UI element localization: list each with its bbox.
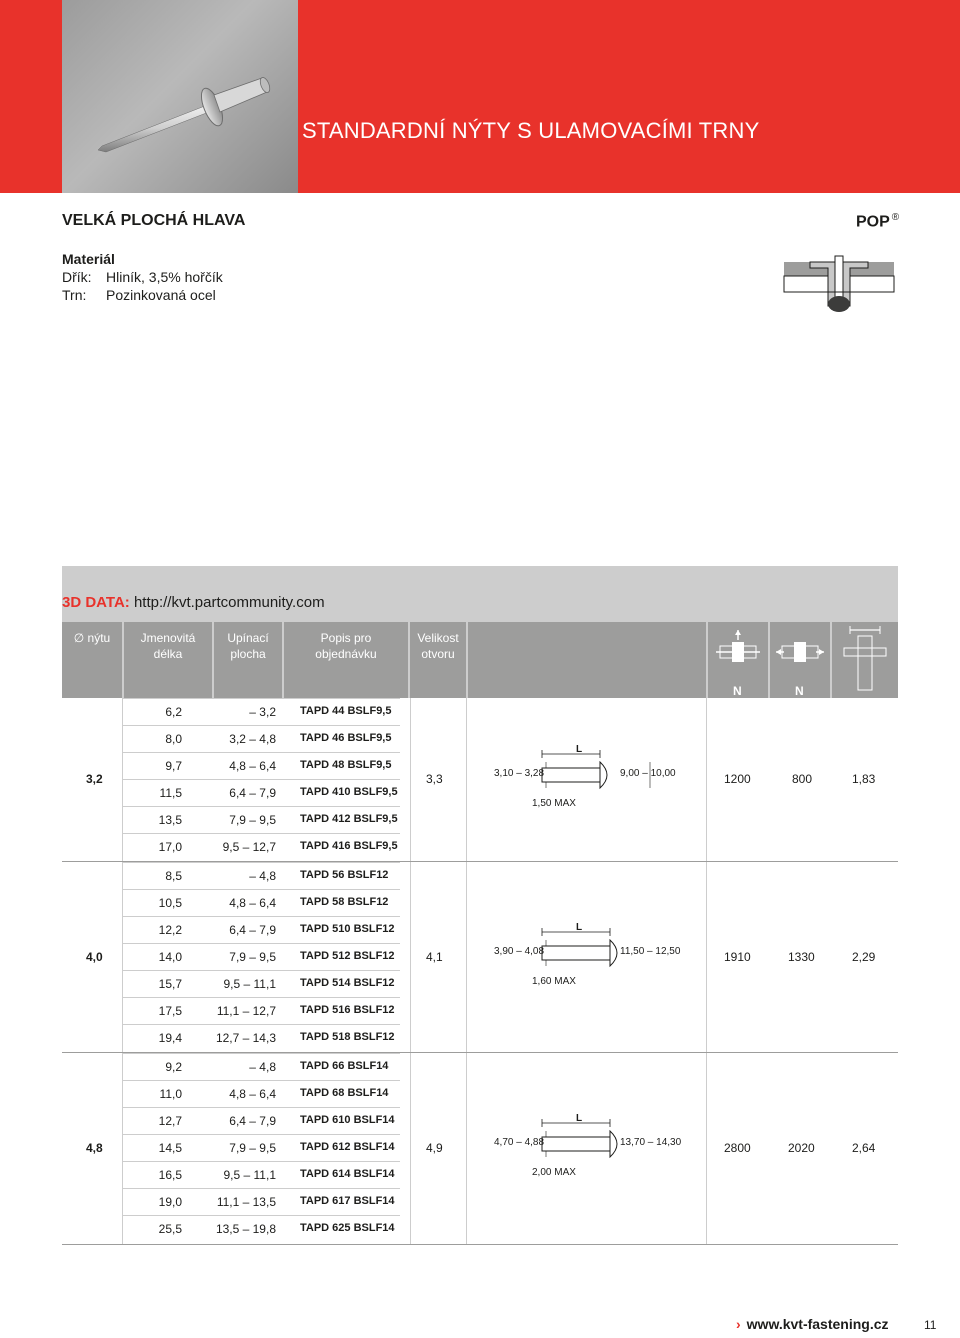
cell-grip: 4,8 – 6,4	[229, 896, 276, 910]
cell-grip: – 4,8	[249, 1060, 276, 1074]
material-row	[62, 268, 223, 286]
cell-order-code: TAPD 48 BSLF9,5	[300, 759, 392, 771]
dim-shank: 3,90 – 4,08	[494, 946, 545, 957]
column-divider	[706, 698, 707, 1244]
material-block	[62, 250, 223, 304]
cell-order-code: TAPD 66 BSLF14	[300, 1060, 389, 1072]
table-row	[122, 916, 400, 944]
cell-order-code: TAPD 518 BSLF12	[300, 1031, 395, 1043]
page-title: STANDARDNÍ NÝTY S ULAMOVACÍMI TRNY	[302, 118, 760, 143]
cell-length: 11,0	[159, 1087, 182, 1101]
header-grip-line: plocha	[230, 647, 266, 661]
cell-order-code: TAPD 410 BSLF9,5	[300, 786, 398, 798]
header-diameter: ∅ nýtu	[73, 631, 111, 645]
table-row	[122, 997, 400, 1025]
cell-grip: 4,8 – 6,4	[229, 759, 276, 773]
grip-range-icon	[836, 626, 894, 692]
cell-order-code: TAPD 514 BSLF12	[300, 977, 395, 989]
cell-grip: 6,4 – 7,9	[229, 1114, 276, 1128]
table-row	[122, 752, 400, 780]
material-label: Dřík:	[62, 269, 92, 285]
group-hole: 4,1	[426, 950, 443, 964]
dim-head-height: 1,60 MAX	[532, 976, 576, 987]
product-heading: VELKÁ PLOCHÁ HLAVA	[62, 212, 246, 229]
header-length-line: délka	[153, 647, 183, 661]
rivet-image	[62, 0, 298, 193]
header-divider	[466, 622, 468, 698]
cell-order-code: TAPD 617 BSLF14	[300, 1195, 395, 1207]
cell-length: 6,2	[165, 705, 182, 719]
cell-grip: 12,7 – 14,3	[215, 1031, 276, 1045]
chevron-right-icon: ›	[736, 1316, 741, 1332]
dim-head-height: 2,00 MAX	[532, 1167, 576, 1178]
header-divider	[768, 622, 770, 698]
cell-length: 8,5	[165, 869, 182, 883]
cell-grip: – 4,8	[249, 869, 276, 883]
cell-order-code: TAPD 416 BSLF9,5	[300, 840, 398, 852]
website-url[interactable]: www.kvt-fastening.cz	[746, 1316, 889, 1332]
material-value: Pozinkovaná ocel	[106, 287, 216, 303]
group-weight: 2,29	[852, 950, 876, 964]
cell-length: 9,7	[165, 759, 182, 773]
cell-order-code: TAPD 412 BSLF9,5	[300, 813, 398, 825]
material-row	[62, 286, 223, 304]
brand-logo	[856, 212, 899, 231]
table-row	[122, 1215, 400, 1243]
table-row	[122, 943, 400, 971]
shear-strength-icon	[712, 628, 764, 678]
cell-length: 19,0	[158, 1195, 182, 1209]
cell-length: 9,2	[165, 1060, 182, 1074]
cell-length: 11,5	[159, 786, 182, 800]
cell-length: 14,5	[158, 1141, 182, 1155]
cell-grip: 11,1 – 12,7	[216, 1004, 276, 1018]
table-row	[122, 889, 400, 917]
cell-length: 17,5	[158, 1004, 182, 1018]
material-value: Hliník, 3,5% hořčík	[106, 269, 223, 285]
cell-order-code: TAPD 625 BSLF14	[300, 1222, 395, 1234]
header-hole-line: otvoru	[421, 647, 455, 661]
header-divider	[706, 622, 708, 698]
dim-head: 13,70 – 14,30	[620, 1137, 682, 1148]
table-bottom	[62, 1244, 898, 1245]
cell-length: 8,0	[165, 732, 182, 746]
cell-grip: 9,5 – 12,7	[222, 840, 276, 854]
table-row	[122, 1161, 400, 1189]
group-shear: 2800	[724, 1141, 751, 1155]
product-photo	[62, 0, 298, 193]
group-hole: 4,9	[426, 1141, 443, 1155]
dim-head: 11,50 – 12,50	[620, 946, 681, 957]
dim-head: 9,00 – 10,00	[620, 768, 676, 779]
cell-length: 15,7	[158, 977, 182, 991]
header-order-line: objednávku	[315, 647, 377, 661]
cell-length: 12,7	[158, 1114, 182, 1128]
table-row	[122, 1080, 400, 1108]
3d-data-url[interactable]: http://kvt.partcommunity.com	[133, 594, 325, 611]
cell-order-code: TAPD 68 BSLF14	[300, 1087, 389, 1099]
cell-grip: 11,1 – 13,5	[216, 1195, 276, 1209]
cell-grip: 7,9 – 9,5	[229, 1141, 276, 1155]
cell-grip: 9,5 – 11,1	[223, 977, 276, 991]
cell-grip: 6,4 – 7,9	[229, 923, 276, 937]
page-number: 11	[924, 1318, 937, 1332]
rivet-profile-icon	[470, 744, 702, 816]
group-diameter: 4,8	[86, 1141, 103, 1155]
table-row	[122, 725, 400, 753]
header-hole	[410, 630, 466, 662]
cell-order-code: TAPD 44 BSLF9,5	[300, 705, 392, 717]
rivet-profile-icon	[470, 1113, 702, 1185]
rivet-dimension-diagram	[470, 1113, 702, 1185]
table-row	[122, 698, 400, 726]
dim-shank: 4,70 – 4,88	[494, 1137, 545, 1148]
column-divider	[410, 698, 411, 1244]
cell-order-code: TAPD 516 BSLF12	[300, 1004, 395, 1016]
cell-order-code: TAPD 510 BSLF12	[300, 923, 395, 935]
group-tensile: 800	[792, 772, 813, 786]
rivet-profile-icon	[470, 922, 702, 994]
group-diameter: 4,0	[86, 950, 103, 964]
group-shear: 1910	[724, 950, 751, 964]
cell-order-code: TAPD 612 BSLF14	[300, 1141, 395, 1153]
header-length	[124, 630, 212, 662]
group-weight: 1,83	[852, 772, 876, 786]
cell-length: 10,5	[158, 896, 182, 910]
header-order-line: Popis pro	[320, 631, 372, 645]
table-row	[122, 1188, 400, 1216]
dim-length-label: L	[576, 1113, 583, 1124]
material-title: Materiál	[62, 251, 115, 267]
cell-order-code: TAPD 610 BSLF14	[300, 1114, 395, 1126]
unit-shear: N	[733, 684, 742, 698]
dim-length-label: L	[576, 744, 583, 755]
table-header	[62, 622, 898, 698]
material-label: Trn:	[62, 287, 87, 303]
cell-grip: 7,9 – 9,5	[229, 950, 276, 964]
rivet-section-icon	[780, 254, 898, 316]
3d-data-link[interactable]	[62, 594, 325, 611]
dim-shank: 3,10 – 3,28	[494, 768, 545, 779]
cell-grip: – 3,2	[249, 705, 276, 719]
table-row	[122, 1024, 400, 1052]
header-hole-line: Velikost	[417, 631, 459, 645]
header-divider	[830, 622, 832, 698]
header-length-line: Jmenovitá	[140, 631, 196, 645]
table-row	[122, 779, 400, 807]
group-tensile: 1330	[788, 950, 815, 964]
cell-order-code: TAPD 512 BSLF12	[300, 950, 395, 962]
footer-website-link[interactable]	[736, 1316, 889, 1332]
table-row	[122, 1107, 400, 1135]
tensile-strength-icon	[774, 628, 826, 678]
cell-grip: 3,2 – 4,8	[229, 732, 276, 746]
column-divider	[466, 698, 467, 1244]
rivet-dimension-diagram	[470, 922, 702, 994]
cell-order-code: TAPD 58 BSLF12	[300, 896, 389, 908]
registered-mark: ®	[891, 212, 900, 223]
cell-length: 17,0	[158, 840, 182, 854]
dim-length-label: L	[576, 922, 583, 933]
group-diameter: 3,2	[86, 772, 103, 786]
cell-order-code: TAPD 46 BSLF9,5	[300, 732, 392, 744]
group-weight: 2,64	[852, 1141, 876, 1155]
3d-data-label: 3D DATA:	[62, 594, 130, 611]
table-row	[122, 1134, 400, 1162]
dim-head-height: 1,50 MAX	[532, 798, 576, 809]
table-row	[122, 862, 400, 890]
header-order	[284, 630, 408, 662]
brand-name: POP	[856, 213, 890, 231]
header-grip-line: Upínací	[227, 631, 269, 645]
group-hole: 3,3	[426, 772, 443, 786]
cell-length: 19,4	[158, 1031, 182, 1045]
table-row	[122, 833, 400, 861]
unit-tensile: N	[795, 684, 804, 698]
cell-length: 13,5	[158, 813, 182, 827]
cell-length: 16,5	[158, 1168, 182, 1182]
group-tensile: 2020	[788, 1141, 815, 1155]
cell-length: 12,2	[158, 923, 182, 937]
rivet-dimension-diagram	[470, 744, 702, 816]
cell-order-code: TAPD 56 BSLF12	[300, 869, 389, 881]
cell-order-code: TAPD 614 BSLF14	[300, 1168, 395, 1180]
table-row	[122, 1053, 400, 1081]
cell-grip: 13,5 – 19,8	[215, 1222, 276, 1236]
table-row	[122, 970, 400, 998]
cell-length: 14,0	[158, 950, 182, 964]
cell-length: 25,5	[158, 1222, 182, 1236]
cell-grip: 6,4 – 7,9	[229, 786, 276, 800]
cell-grip: 9,5 – 11,1	[223, 1168, 276, 1182]
header-grip	[214, 630, 282, 662]
table-row	[122, 806, 400, 834]
cell-grip: 4,8 – 6,4	[229, 1087, 276, 1101]
group-shear: 1200	[724, 772, 751, 786]
cell-grip: 7,9 – 9,5	[229, 813, 276, 827]
